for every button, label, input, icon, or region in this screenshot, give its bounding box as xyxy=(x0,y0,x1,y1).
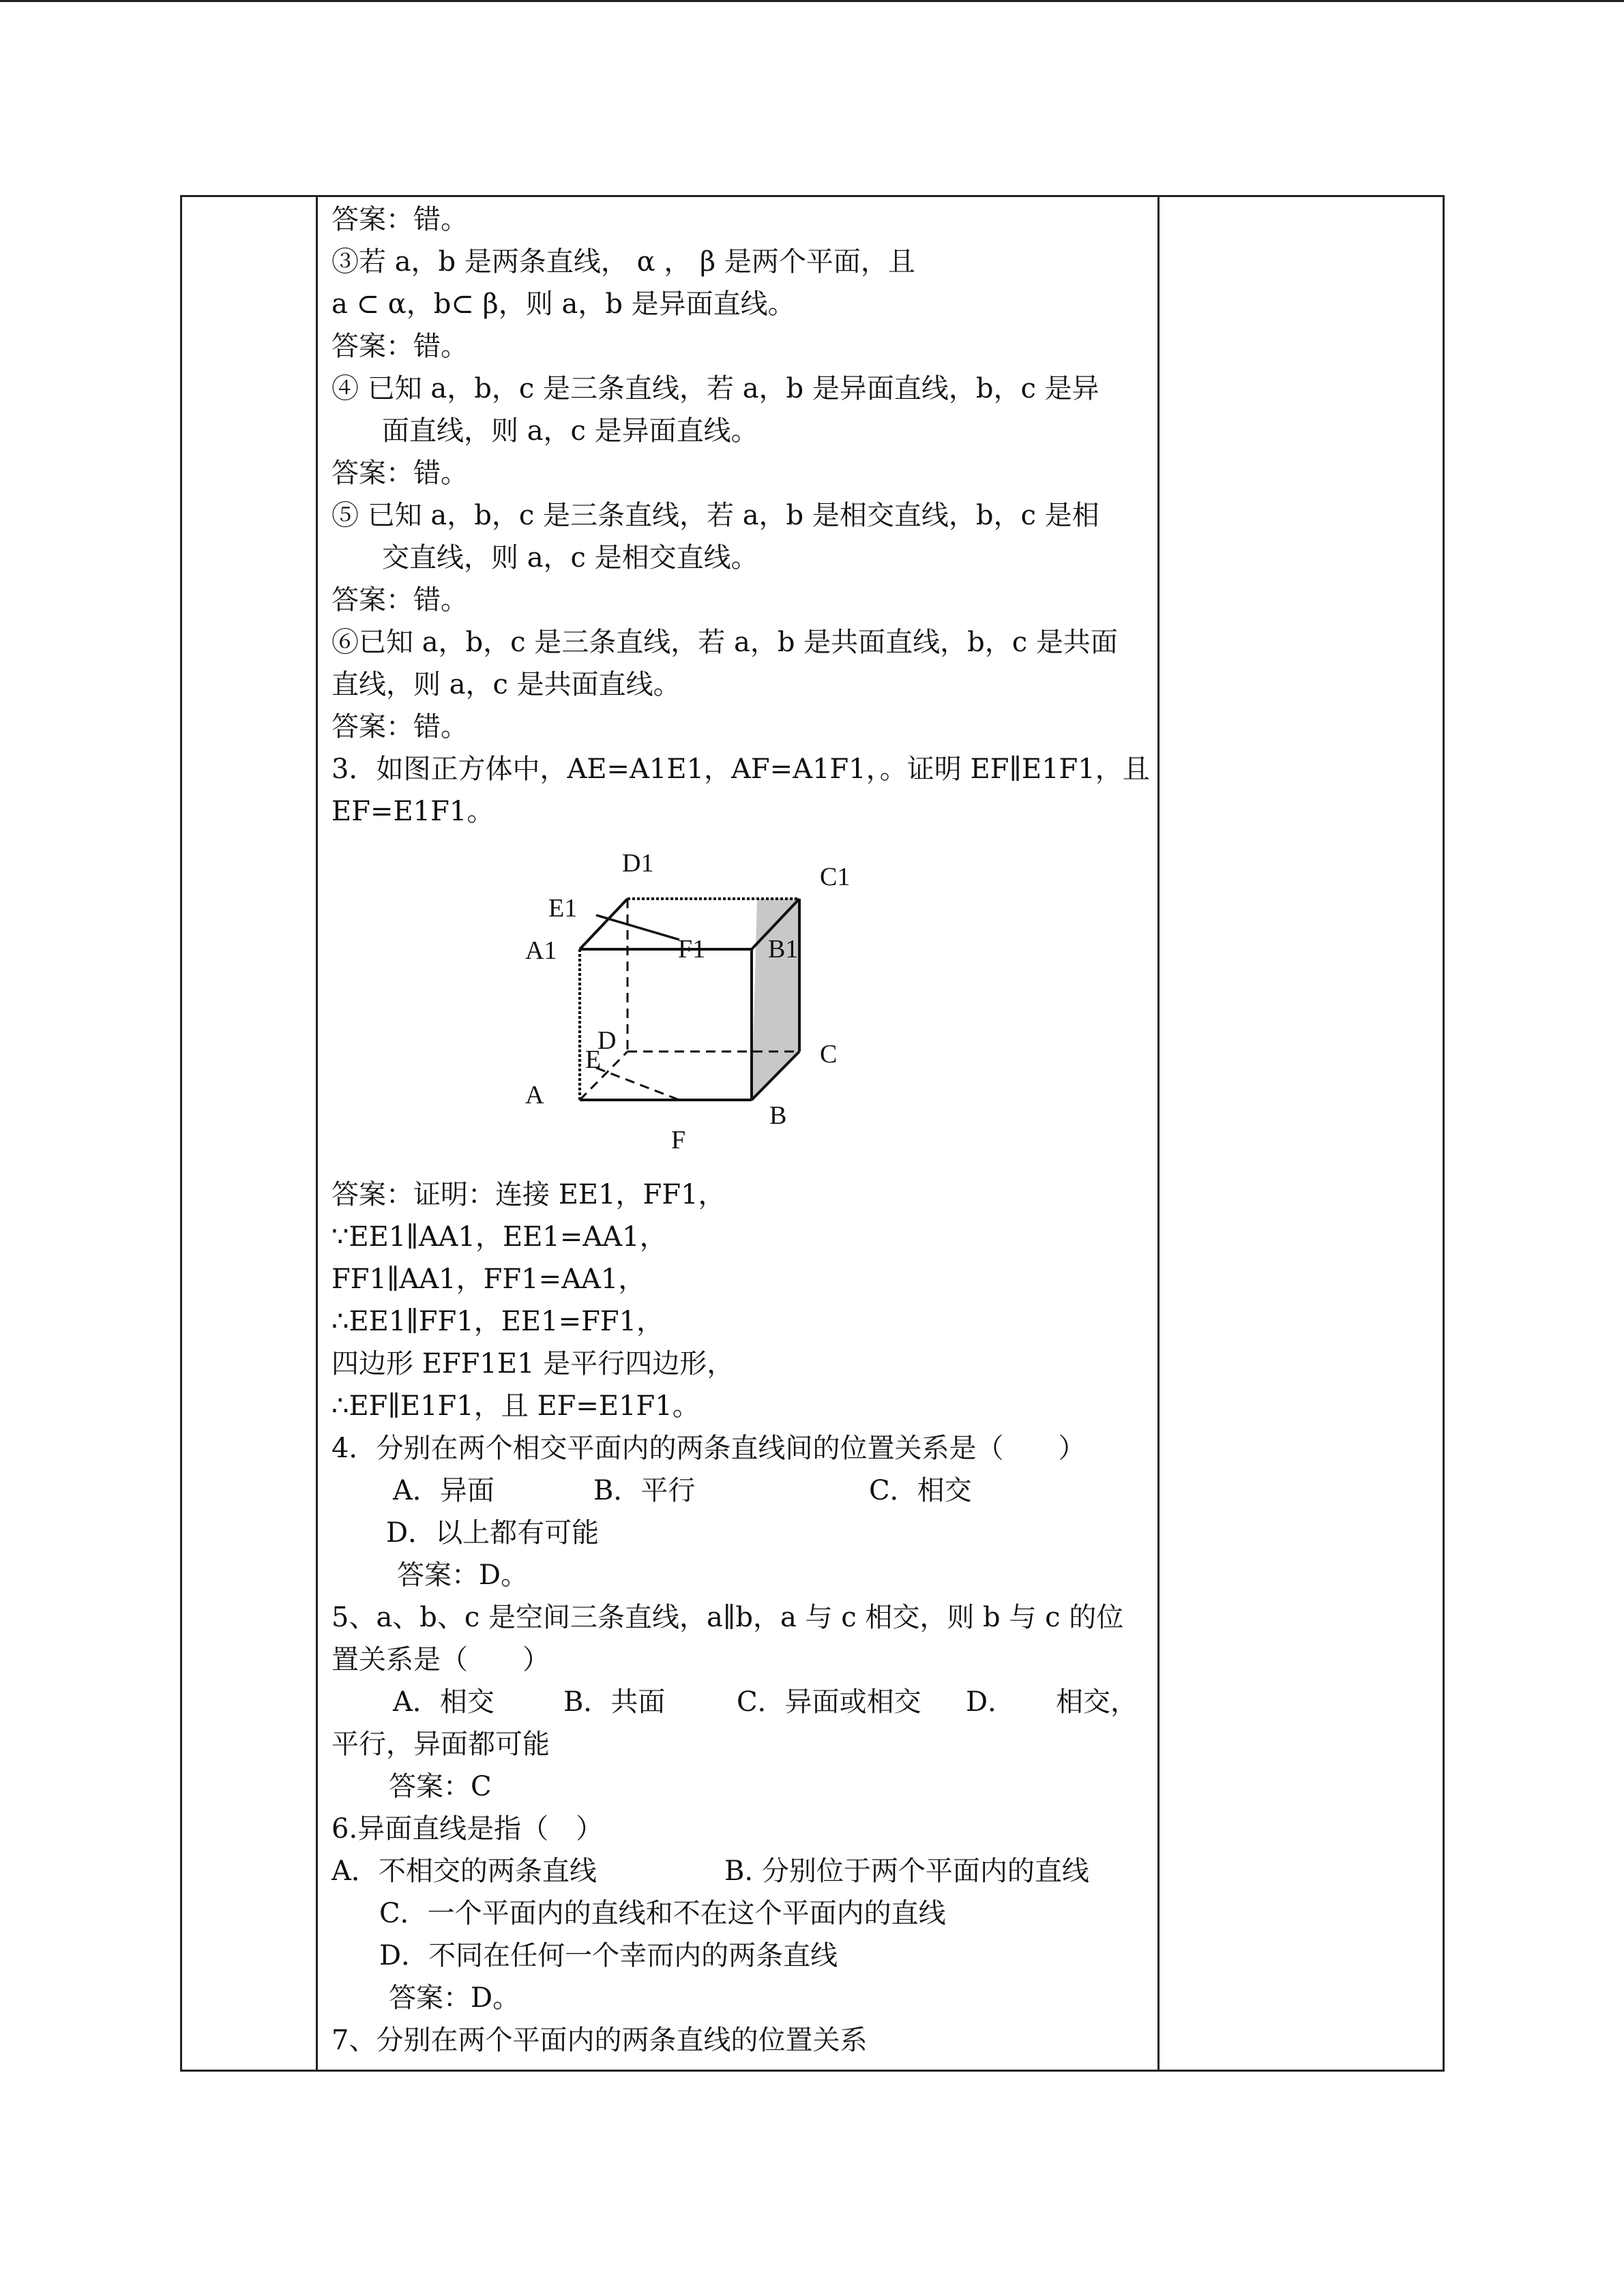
answer-line: 答案：错。 xyxy=(331,331,468,362)
answer-line: 答案：D。 xyxy=(397,1560,529,1591)
option-c: C．相交 xyxy=(869,1475,972,1506)
answer-line: 答案：错。 xyxy=(331,711,468,743)
question-line: 3．如图正方体中，AE=A1E1，AF=A1F1，。证明 EF∥E1F1，且 xyxy=(331,754,1150,785)
label-a1: A1 xyxy=(525,936,557,965)
question-line: EF=E1F1。 xyxy=(331,796,494,827)
question-line: ⑥已知 a，b，c 是三条直线，若 a，b 是共面直线，b，c 是共面 xyxy=(331,627,1118,658)
question-line: ③若 a，b 是两条直线， α ， β 是两个平面，且 xyxy=(331,246,915,278)
label-c1: C1 xyxy=(820,863,851,891)
label-b: B xyxy=(769,1101,787,1130)
proof-line: ∴EE1∥FF1，EE1=FF1， xyxy=(331,1306,664,1337)
option-a: A．不相交的两条直线 xyxy=(331,1855,597,1887)
answer-line: 答案：D。 xyxy=(389,1982,520,2014)
option-d-continued: 平行，异面都可能 xyxy=(331,1729,550,1760)
option-a: A．异面 xyxy=(393,1475,494,1506)
option-c: C．异面或相交 xyxy=(737,1686,921,1718)
label-d1: D1 xyxy=(622,849,654,878)
column-divider-left xyxy=(316,197,318,2070)
edge-a1-d1 xyxy=(580,899,628,949)
answer-line: 答案：C xyxy=(389,1771,492,1802)
proof-line: FF1∥AA1，FF1=AA1， xyxy=(331,1264,646,1295)
label-f1: F1 xyxy=(678,935,706,964)
label-d: D xyxy=(597,1026,617,1055)
answer-line: 答案：错。 xyxy=(331,584,468,616)
cube-figure xyxy=(505,846,873,1173)
label-f: F xyxy=(671,1126,686,1154)
question-line: 6.异面直线是指（ ） xyxy=(331,1813,604,1845)
option-d: D． xyxy=(966,1686,1016,1718)
segment-e1-f1 xyxy=(596,915,679,940)
question-line: a ⊂ α，b⊂ β，则 a，b 是异面直线。 xyxy=(331,288,795,320)
option-d-text: 相交， xyxy=(1056,1686,1138,1718)
question-line: ④ 已知 a，b，c 是三条直线，若 a，b 是异面直线，b，c 是异 xyxy=(331,373,1099,404)
question-line: ⑤ 已知 a，b，c 是三条直线，若 a，b 是相交直线，b，c 是相 xyxy=(331,500,1099,531)
option-b: B．平行 xyxy=(593,1475,696,1506)
question-line: 5、a、b、c 是空间三条直线，a∥b，a 与 c 相交，则 b 与 c 的位 xyxy=(331,1602,1124,1633)
column-divider-right xyxy=(1157,197,1160,2070)
option-b: B．共面 xyxy=(563,1686,666,1718)
proof-line: ∴EF∥E1F1，且 EF=E1F1。 xyxy=(331,1390,700,1422)
question-line: 7、分别在两个平面内的两条直线的位置关系 xyxy=(331,2025,868,2056)
proof-line: 答案：证明：连接 EE1，FF1， xyxy=(331,1179,726,1210)
label-c: C xyxy=(820,1040,838,1069)
proof-line: 四边形 EFF1E1 是平行四边形， xyxy=(331,1348,735,1380)
option-a: A．相交 xyxy=(393,1686,494,1718)
question-line: 面直线，则 a，c 是异面直线。 xyxy=(382,415,758,447)
option-c: C．一个平面内的直线和不在这个平面内的直线 xyxy=(379,1898,946,1929)
option-d: D．以上都有可能 xyxy=(386,1517,600,1549)
option-b: B. 分别位于两个平面内的直线 xyxy=(724,1855,1089,1887)
segment-e-f xyxy=(596,1068,679,1100)
question-line: 直线，则 a，c 是共面直线。 xyxy=(331,669,681,700)
label-b1: B1 xyxy=(768,935,799,964)
page-top-border xyxy=(0,0,1624,2)
label-e1: E1 xyxy=(548,894,578,923)
question-line: 交直线，则 a，c 是相交直线。 xyxy=(382,542,758,573)
label-a: A xyxy=(525,1081,544,1109)
answer-line: 答案：错。 xyxy=(331,204,468,235)
question-line: 置关系是（ ） xyxy=(331,1644,550,1675)
option-d: D．不同在任何一个幸而内的两条直线 xyxy=(379,1940,838,1971)
question-line: 4．分别在两个相交平面内的两条直线间的位置关系是（ ） xyxy=(331,1433,1086,1464)
label-e: E xyxy=(585,1045,602,1074)
proof-line: ∵EE1∥AA1，EE1=AA1， xyxy=(331,1221,667,1253)
cube-shaded-face xyxy=(752,899,799,1100)
answer-line: 答案：错。 xyxy=(331,458,468,489)
